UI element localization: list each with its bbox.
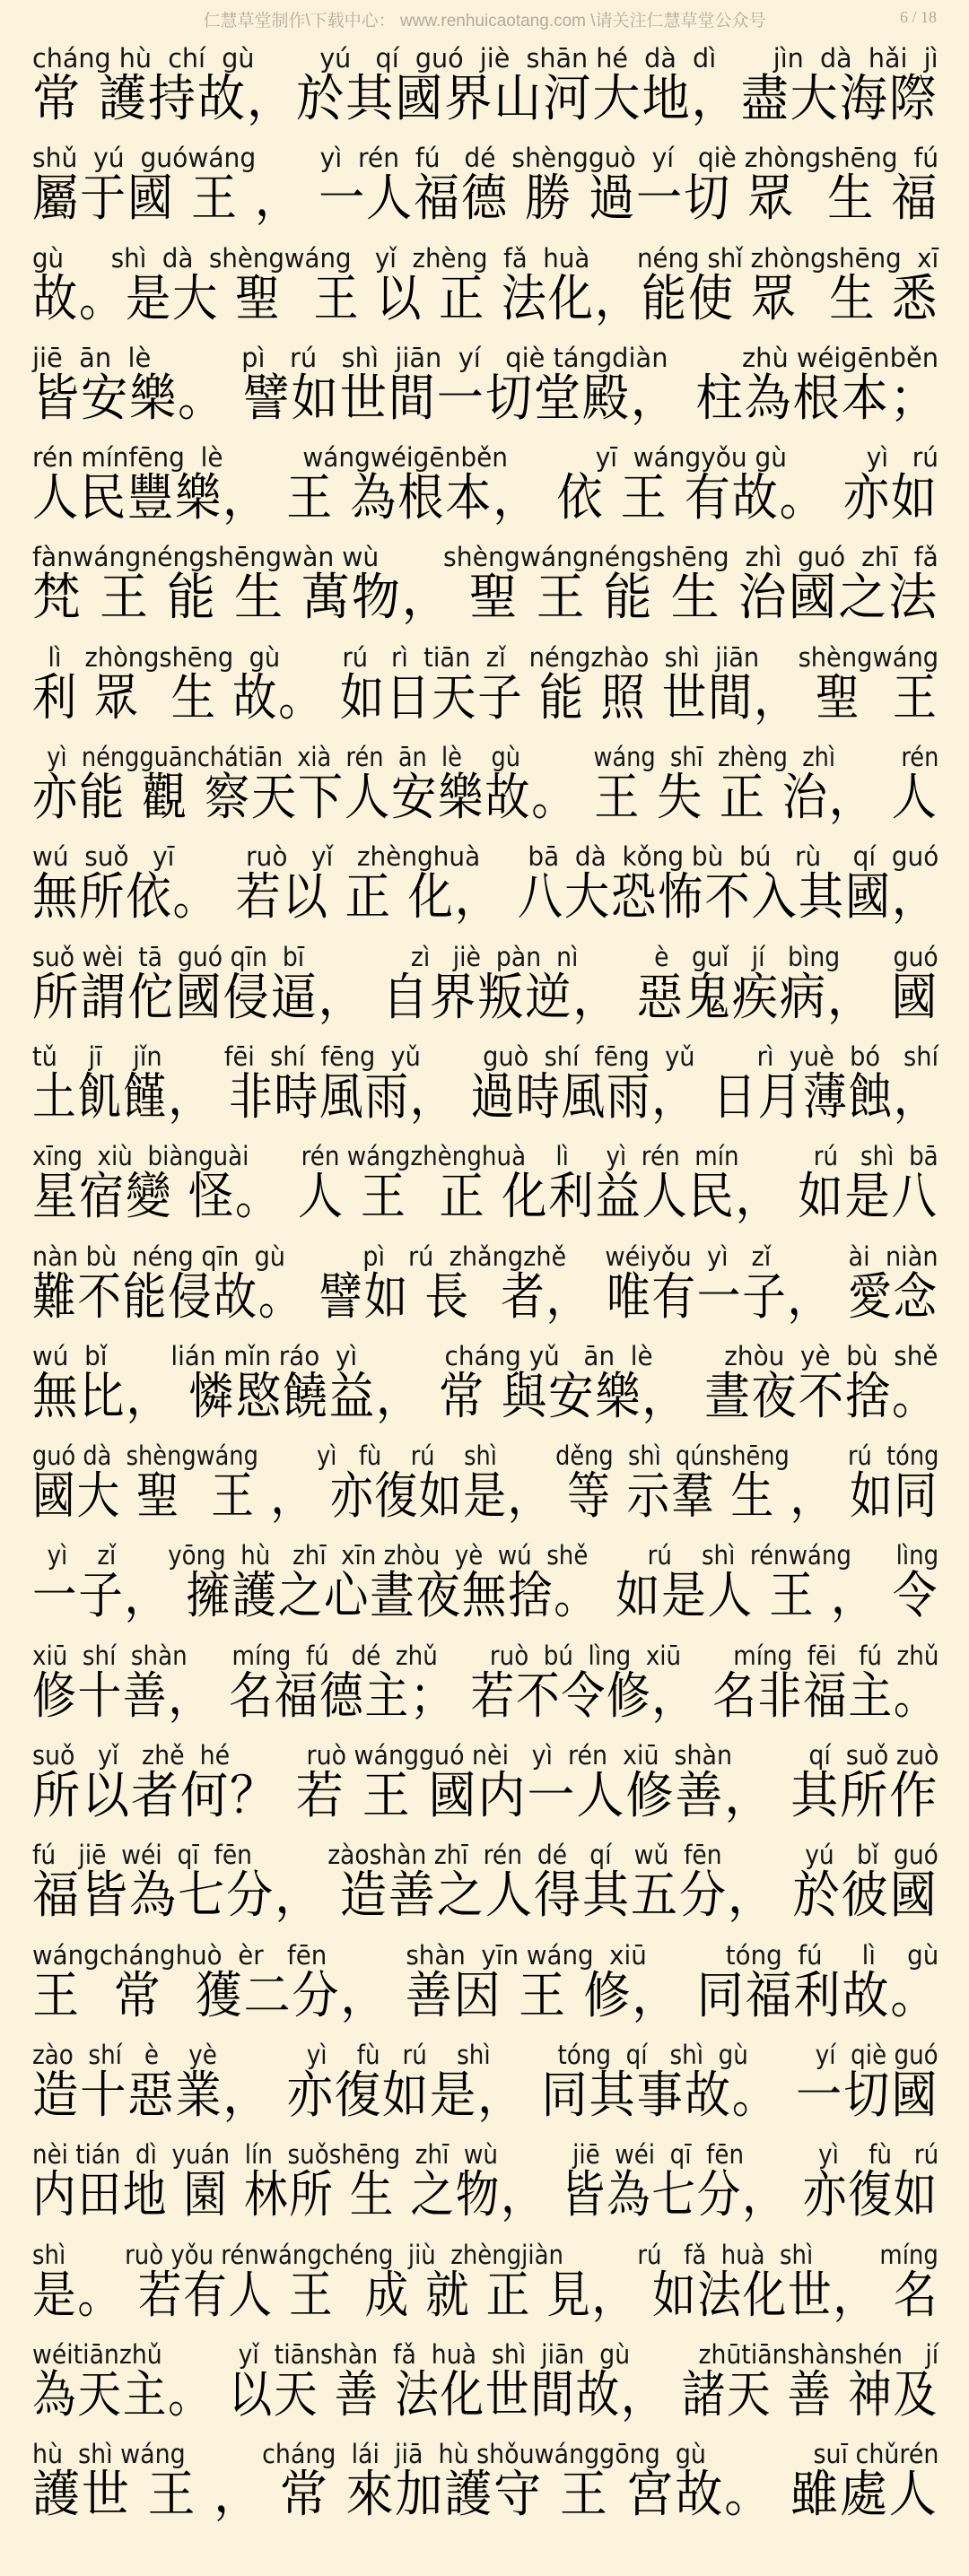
hanzi-line: 修十善， 名福德主； 若不令修， 名非福主。 — [32, 1667, 939, 1726]
text-line — [32, 1617, 939, 1726]
text-line — [32, 1318, 939, 1426]
pinyin-line: fànwángnéngshēngwàn wù shèngwángnéngshēng zhì guó zhī fǎ — [32, 542, 938, 573]
pinyin-line: wángchánghuò èr fēn shàn yīn wáng xiū tóng fú lì gù — [32, 1939, 939, 1971]
pinyin-line: lì zhòngshēng gù rú rì tiān zǐ néngzhào shì jiān shèngwáng — [32, 641, 939, 673]
hanzi-line: 所謂佗國侵逼， 自界叛逆， 惡鬼疾病， 國 — [32, 968, 939, 1027]
hanzi-line: 難不能侵故。 譬如 長 者， 唯有一子， 愛念 — [32, 1267, 938, 1327]
pinyin-line: shì ruò yǒu rénwángchéng jiù zhèngjiàn rú fǎ huà shì míng — [32, 2239, 938, 2270]
hanzi-line: 土飢饉， 非時風雨， 過時風雨， 日月薄蝕， — [32, 1067, 939, 1127]
hanzi-line: 無比， 憐愍饒益， 常 與安樂， 晝夜不捨。 — [32, 1367, 939, 1426]
text-line — [32, 119, 939, 229]
page-number: 6 / 18 — [899, 8, 937, 26]
pinyin-line: wú bǐ lián mǐn ráo yì cháng yǔ ān lè zhòu yè bù shě — [32, 1340, 938, 1371]
text-line — [32, 319, 939, 428]
text-line — [32, 818, 939, 927]
text-line — [32, 20, 938, 128]
hanzi-line: 福皆為七分， 造善之人得其五分， 於彼國 — [32, 1867, 938, 1926]
pinyin-line: guó dà shèngwáng yì fù rú shì děng shì qúnshēng rú tóng — [32, 1440, 939, 1472]
pinyin-line: cháng hù chí gù yú qí guó jiè shān hé dà dì jìn dà hǎi jì — [32, 43, 938, 74]
pinyin-line: fú jiē wéi qī fēn zàoshàn zhī rén dé qí wǔ fēn yú bǐ guó — [32, 1840, 938, 1871]
hanzi-line: 皆安樂。 譬如世間一切堂殿， 柱為根本； — [32, 369, 938, 428]
pinyin-line: nàn bù néng qīn gù pì rú zhǎngzhě wéiyǒu yì zǐ ài niàn — [32, 1240, 938, 1272]
hanzi-line: 無所依。 若以 正 化， 八大恐怖不入其國， — [32, 868, 939, 927]
hanzi-line: 人民豐樂， 王 為根本， 依 王 有故。 亦如 — [32, 469, 938, 528]
text-line — [32, 1018, 939, 1127]
header-title: 仁慧草堂制作\下载中心： www.renhuicaotang.com \请关注仁慧草堂公众号 — [203, 12, 766, 30]
hanzi-line: 故。是大 聖 王 以 正 法化，能使 眾 生 悉 — [32, 269, 939, 328]
hanzi-line: 内田地 園 林所 生 之物， 皆為七分， 亦復如 — [32, 2166, 938, 2225]
sutra-text — [32, 20, 939, 2525]
hanzi-line: 為天主。 以天 善 法化世間故， 諸天 善 神及 — [32, 2365, 938, 2424]
pinyin-line: nèi tián dì yuán lín suǒshēng zhī wù jiē wéi qī fēn yì fù rú — [32, 2139, 939, 2171]
hanzi-line: 星宿變 怪。 人 王 正 化利益人民， 如是八 — [32, 1168, 938, 1227]
text-line — [32, 1816, 938, 1926]
text-line — [32, 2116, 939, 2225]
hanzi-line: 利 眾 生 故。 如日天子 能 照 世間， 聖 王 — [32, 668, 938, 727]
text-line — [32, 2316, 939, 2424]
hanzi-line: 一子， 擁護之心晝夜無捨。 如是人 王 ， 令 — [32, 1567, 939, 1626]
pinyin-line: rén mínfēng lè wángwéigēnběn yī wángyǒu gù yì rú — [32, 442, 938, 474]
pinyin-line: gù shì dà shèngwáng yǐ zhèng fǎ huà néng shǐ zhòngshēng xī — [32, 242, 939, 274]
hanzi-line: 常 護持故，於其國界山河大地，盡大海際 — [32, 70, 938, 128]
pinyin-line: tǔ jī jǐn fēi shí fēng yǔ guò shí fēng yǔ rì yuè bó shí — [32, 1040, 939, 1072]
hanzi-line: 所以者何？ 若 王 國内一人修善， 其所作 — [32, 1767, 939, 1826]
text-line — [32, 918, 939, 1027]
text-line — [32, 2216, 939, 2325]
hanzi-line: 王 常 獲二分， 善因 王 修， 同福利故。 — [32, 1966, 939, 2025]
text-line — [32, 518, 939, 628]
pinyin-line: hù shì wáng cháng lái jiā hù shǒuwánggōng gù suī chǔrén — [32, 2439, 939, 2470]
pinyin-line: xiū shí shàn míng fú dé zhǔ ruò bú lìng xiū míng fēi fú zhǔ — [32, 1640, 939, 1671]
text-line — [32, 220, 939, 328]
pinyin-line: suǒ yǐ zhě hé ruò wángguó nèi yì rén xiū shàn qí suǒ zuò — [32, 1740, 939, 1771]
hanzi-line: 護世 王 ， 常 來加護守 王 宮故。 雖處人 — [32, 2466, 938, 2525]
text-line — [32, 1218, 938, 1327]
text-line — [32, 619, 939, 727]
hanzi-line: 是。 若有人 王 成 就 正 見， 如法化世， 名 — [32, 2266, 939, 2325]
pinyin-line: wéitiānzhǔ yǐ tiānshàn fǎ huà shì jiān gù zhūtiānshànshén jí — [32, 2338, 939, 2370]
hanzi-line: 屬于國 王 ， 一人福德 勝 過一切 眾 生 福 — [32, 170, 939, 229]
pinyin-line: shǔ yú guówáng yì rén fú dé shèngguò yí qiè zhòngshēng fú — [32, 143, 939, 174]
pinyin-line: zào shí è yè yì fù rú shì tóng qí shì gù yí qiè guó — [32, 2039, 938, 2070]
pinyin-line: yì néngguānchátiān xià rén ān lè gù wáng shī zhèng zhì rén — [32, 742, 939, 773]
pinyin-line: yì zǐ yōng hù zhī xīn zhòu yè wú shě rú shì rénwáng lìng — [32, 1540, 939, 1571]
hanzi-line: 造十惡業， 亦復如是， 同其事故。 一切國 — [32, 2066, 939, 2125]
text-line — [32, 419, 938, 528]
pinyin-line: wú suǒ yī ruò yǐ zhènghuà bā dà kǒng bù bú rù qí guó — [32, 841, 939, 873]
text-line — [32, 2415, 939, 2525]
pinyin-line: jiē ān lè pì rú shì jiān yí qiè tángdiàn zhù wéigēnběn — [32, 342, 939, 373]
text-line — [32, 1517, 939, 1626]
pinyin-line: xīng xiù biànguài rén wángzhènghuà lì yì rén mín rú shì bā — [32, 1141, 938, 1172]
pinyin-line: suǒ wèi tā guó qīn bī zì jiè pàn nì è guǐ jí bìng guó — [32, 941, 938, 972]
hanzi-line: 國大 聖 王 ， 亦復如是， 等 示羣 生 ， 如同 — [32, 1467, 939, 1527]
hanzi-line: 梵 王 能 生 萬物， 聖 王 能 生 治國之法 — [32, 569, 939, 628]
text-line — [32, 1118, 938, 1227]
text-line — [32, 1717, 939, 1826]
text-line — [32, 1417, 939, 1527]
hanzi-line: 亦能 觀 察天下人安樂故。 王 失 正 治， 人 — [32, 769, 938, 828]
text-line — [32, 1917, 939, 2025]
text-line — [32, 718, 939, 828]
text-line — [32, 2016, 939, 2125]
